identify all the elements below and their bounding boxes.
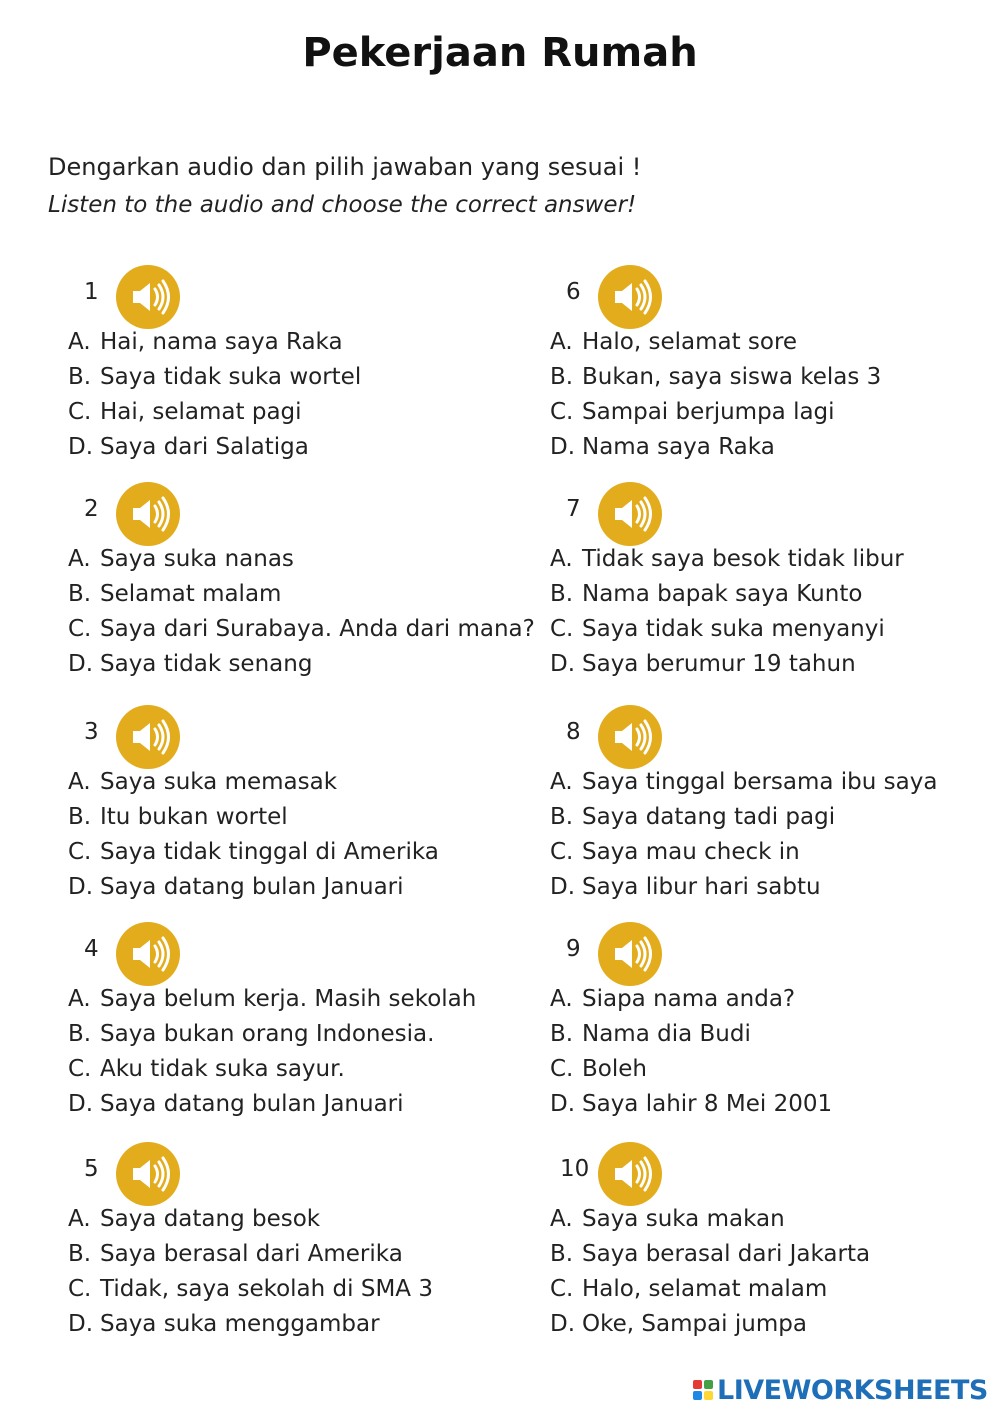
speaker-icon[interactable] <box>116 1142 180 1206</box>
option-letter: B. <box>550 1021 574 1047</box>
answer-option[interactable] <box>68 651 508 686</box>
option-text: Saya berasal dari Jakarta <box>582 1241 871 1267</box>
answer-option[interactable] <box>68 364 508 399</box>
option-text: Saya datang bulan Januari <box>100 1091 404 1117</box>
option-letter: C. <box>68 399 92 425</box>
speaker-icon[interactable] <box>598 705 662 769</box>
option-text: Tidak saya besok tidak libur <box>582 546 904 572</box>
answer-options <box>550 769 990 909</box>
speaker-glyph <box>598 1142 662 1206</box>
option-text: Saya tidak tinggal di Amerika <box>100 839 439 865</box>
option-letter: D. <box>68 1311 94 1337</box>
speaker-glyph <box>116 1142 180 1206</box>
option-text: Saya belum kerja. Masih sekolah <box>100 986 477 1012</box>
answer-options <box>550 329 990 469</box>
answer-option[interactable] <box>68 839 508 874</box>
answer-option[interactable] <box>68 1311 508 1346</box>
option-letter: A. <box>68 769 91 795</box>
option-letter: D. <box>68 874 94 900</box>
option-letter: C. <box>68 616 92 642</box>
answer-option[interactable] <box>68 1241 508 1276</box>
answer-option[interactable] <box>68 616 535 651</box>
instruction-english: Listen to the audio and choose the correct answer! <box>48 192 637 218</box>
speaker-glyph <box>598 482 662 546</box>
option-text: Saya dari Surabaya. Anda dari mana? <box>100 616 535 642</box>
option-letter: D. <box>68 434 94 460</box>
option-text: Siapa nama anda? <box>582 986 796 1012</box>
answer-option[interactable] <box>68 546 508 581</box>
answer-option[interactable] <box>550 399 990 434</box>
option-letter: A. <box>68 1206 91 1232</box>
speaker-icon[interactable] <box>598 265 662 329</box>
speaker-icon[interactable] <box>598 922 662 986</box>
answer-options <box>68 986 508 1126</box>
answer-option[interactable] <box>550 804 990 839</box>
option-text: Aku tidak suka sayur. <box>100 1056 345 1082</box>
question-8 <box>550 705 990 905</box>
option-letter: C. <box>68 1056 92 1082</box>
option-letter: B. <box>68 804 92 830</box>
answer-option[interactable] <box>550 769 990 804</box>
answer-option[interactable] <box>68 1206 508 1241</box>
speaker-icon[interactable] <box>116 922 180 986</box>
option-letter: C. <box>68 839 92 865</box>
option-letter: D. <box>550 1311 576 1337</box>
answer-option[interactable] <box>68 769 508 804</box>
option-letter: C. <box>550 399 574 425</box>
option-text: Hai, selamat pagi <box>100 399 302 425</box>
answer-option[interactable] <box>550 986 990 1021</box>
answer-option[interactable] <box>550 1021 990 1056</box>
question-number: 1 <box>84 279 99 305</box>
question-4 <box>68 922 508 1122</box>
answer-option[interactable] <box>68 1021 508 1056</box>
question-number: 5 <box>84 1156 99 1182</box>
option-text: Saya suka memasak <box>100 769 338 795</box>
speaker-glyph <box>598 705 662 769</box>
option-letter: A. <box>550 986 573 1012</box>
speaker-glyph <box>116 705 180 769</box>
question-1 <box>68 265 508 465</box>
question-number: 2 <box>84 496 99 522</box>
option-letter: C. <box>550 616 574 642</box>
answer-option[interactable] <box>68 804 508 839</box>
speaker-glyph <box>116 265 180 329</box>
answer-option[interactable] <box>68 1056 508 1091</box>
option-text: Saya dari Salatiga <box>100 434 309 460</box>
answer-option[interactable] <box>68 581 508 616</box>
option-letter: B. <box>550 804 574 830</box>
answer-option[interactable] <box>550 651 990 686</box>
answer-option[interactable] <box>550 874 990 909</box>
option-text: Saya lahir 8 Mei 2001 <box>582 1091 833 1117</box>
option-letter: A. <box>68 546 91 572</box>
question-3 <box>68 705 508 905</box>
option-text: Saya berumur 19 tahun <box>582 651 856 677</box>
option-text: Selamat malam <box>100 581 282 607</box>
speaker-icon[interactable] <box>598 482 662 546</box>
option-letter: A. <box>68 986 91 1012</box>
answer-option[interactable] <box>68 329 508 364</box>
option-text: Saya datang besok <box>100 1206 321 1232</box>
logo-mark-icon <box>693 1380 713 1400</box>
option-text: Saya suka nanas <box>100 546 294 572</box>
option-text: Oke, Sampai jumpa <box>582 1311 807 1337</box>
question-9 <box>550 922 990 1122</box>
option-text: Saya suka menggambar <box>100 1311 380 1337</box>
answer-option[interactable] <box>68 874 508 909</box>
answer-option[interactable] <box>68 1276 508 1311</box>
answer-option[interactable] <box>68 399 508 434</box>
answer-option[interactable] <box>550 1241 990 1276</box>
question-6 <box>550 265 990 465</box>
answer-options <box>550 1206 990 1346</box>
question-number: 10 <box>560 1156 590 1182</box>
answer-options <box>68 1206 508 1346</box>
option-text: Saya datang tadi pagi <box>582 804 836 830</box>
speaker-glyph <box>116 922 180 986</box>
option-letter: C. <box>550 1276 574 1302</box>
answer-option[interactable] <box>550 1056 990 1091</box>
page-title: Pekerjaan Rumah <box>302 30 698 76</box>
option-text: Itu bukan wortel <box>100 804 288 830</box>
option-letter: B. <box>68 1241 92 1267</box>
answer-option[interactable] <box>550 329 990 364</box>
answer-options <box>68 769 508 909</box>
option-letter: D. <box>550 1091 576 1117</box>
question-2 <box>68 482 535 682</box>
speaker-icon[interactable] <box>116 265 180 329</box>
speaker-icon[interactable] <box>598 1142 662 1206</box>
option-letter: A. <box>68 329 91 355</box>
logo-text: LIVEWORKSHEETS <box>717 1374 988 1406</box>
answer-options <box>550 986 990 1126</box>
option-text: Halo, selamat sore <box>582 329 798 355</box>
question-5 <box>68 1142 508 1342</box>
speaker-glyph <box>598 265 662 329</box>
option-text: Saya libur hari sabtu <box>582 874 821 900</box>
answer-options <box>550 546 990 686</box>
option-letter: C. <box>550 1056 574 1082</box>
option-text: Saya bukan orang Indonesia. <box>100 1021 435 1047</box>
question-number: 3 <box>84 719 99 745</box>
option-letter: B. <box>68 364 92 390</box>
option-letter: C. <box>68 1276 92 1302</box>
instruction-indonesian: Dengarkan audio dan pilih jawaban yang sesuai ! <box>48 153 642 181</box>
speaker-glyph <box>598 922 662 986</box>
option-text: Saya tidak senang <box>100 651 313 677</box>
option-text: Saya tinggal bersama ibu saya <box>582 769 938 795</box>
answer-options <box>68 546 535 686</box>
option-letter: D. <box>68 1091 94 1117</box>
question-number: 4 <box>84 936 99 962</box>
option-letter: A. <box>550 329 573 355</box>
speaker-glyph <box>116 482 180 546</box>
option-letter: B. <box>550 364 574 390</box>
option-text: Tidak, saya sekolah di SMA 3 <box>100 1276 433 1302</box>
option-text: Nama dia Budi <box>582 1021 751 1047</box>
answer-option[interactable] <box>550 364 990 399</box>
liveworksheets-logo <box>693 1373 988 1407</box>
option-text: Saya tidak suka menyanyi <box>582 616 885 642</box>
option-text: Saya tidak suka wortel <box>100 364 362 390</box>
answer-options <box>68 329 508 469</box>
option-letter: D. <box>550 874 576 900</box>
answer-option[interactable] <box>550 616 990 651</box>
answer-option[interactable] <box>68 434 508 469</box>
option-text: Bukan, saya siswa kelas 3 <box>582 364 882 390</box>
option-letter: C. <box>550 839 574 865</box>
answer-option[interactable] <box>68 1091 508 1126</box>
option-letter: B. <box>550 1241 574 1267</box>
speaker-icon[interactable] <box>116 482 180 546</box>
question-number: 7 <box>566 496 581 522</box>
option-text: Boleh <box>582 1056 647 1082</box>
option-text: Nama bapak saya Kunto <box>582 581 863 607</box>
speaker-icon[interactable] <box>116 705 180 769</box>
option-text: Nama saya Raka <box>582 434 775 460</box>
option-letter: B. <box>550 581 574 607</box>
option-letter: A. <box>550 1206 573 1232</box>
answer-option[interactable] <box>550 1206 990 1241</box>
option-text: Saya mau check in <box>582 839 800 865</box>
answer-option[interactable] <box>550 839 990 874</box>
option-text: Saya suka makan <box>582 1206 785 1232</box>
option-text: Saya datang bulan Januari <box>100 874 404 900</box>
answer-option[interactable] <box>550 1091 990 1126</box>
option-letter: A. <box>550 546 573 572</box>
question-10 <box>550 1142 990 1342</box>
answer-option[interactable] <box>68 986 508 1021</box>
answer-option[interactable] <box>550 1276 990 1311</box>
answer-option[interactable] <box>550 581 990 616</box>
answer-option[interactable] <box>550 546 990 581</box>
option-text: Saya berasal dari Amerika <box>100 1241 403 1267</box>
question-number: 9 <box>566 936 581 962</box>
answer-option[interactable] <box>550 434 990 469</box>
answer-option[interactable] <box>550 1311 990 1346</box>
option-letter: B. <box>68 581 92 607</box>
question-number: 6 <box>566 279 581 305</box>
option-text: Sampai berjumpa lagi <box>582 399 835 425</box>
option-letter: D. <box>68 651 94 677</box>
option-letter: D. <box>550 434 576 460</box>
option-text: Halo, selamat malam <box>582 1276 828 1302</box>
option-letter: A. <box>550 769 573 795</box>
question-7 <box>550 482 990 682</box>
question-number: 8 <box>566 719 581 745</box>
option-letter: D. <box>550 651 576 677</box>
option-text: Hai, nama saya Raka <box>100 329 343 355</box>
option-letter: B. <box>68 1021 92 1047</box>
